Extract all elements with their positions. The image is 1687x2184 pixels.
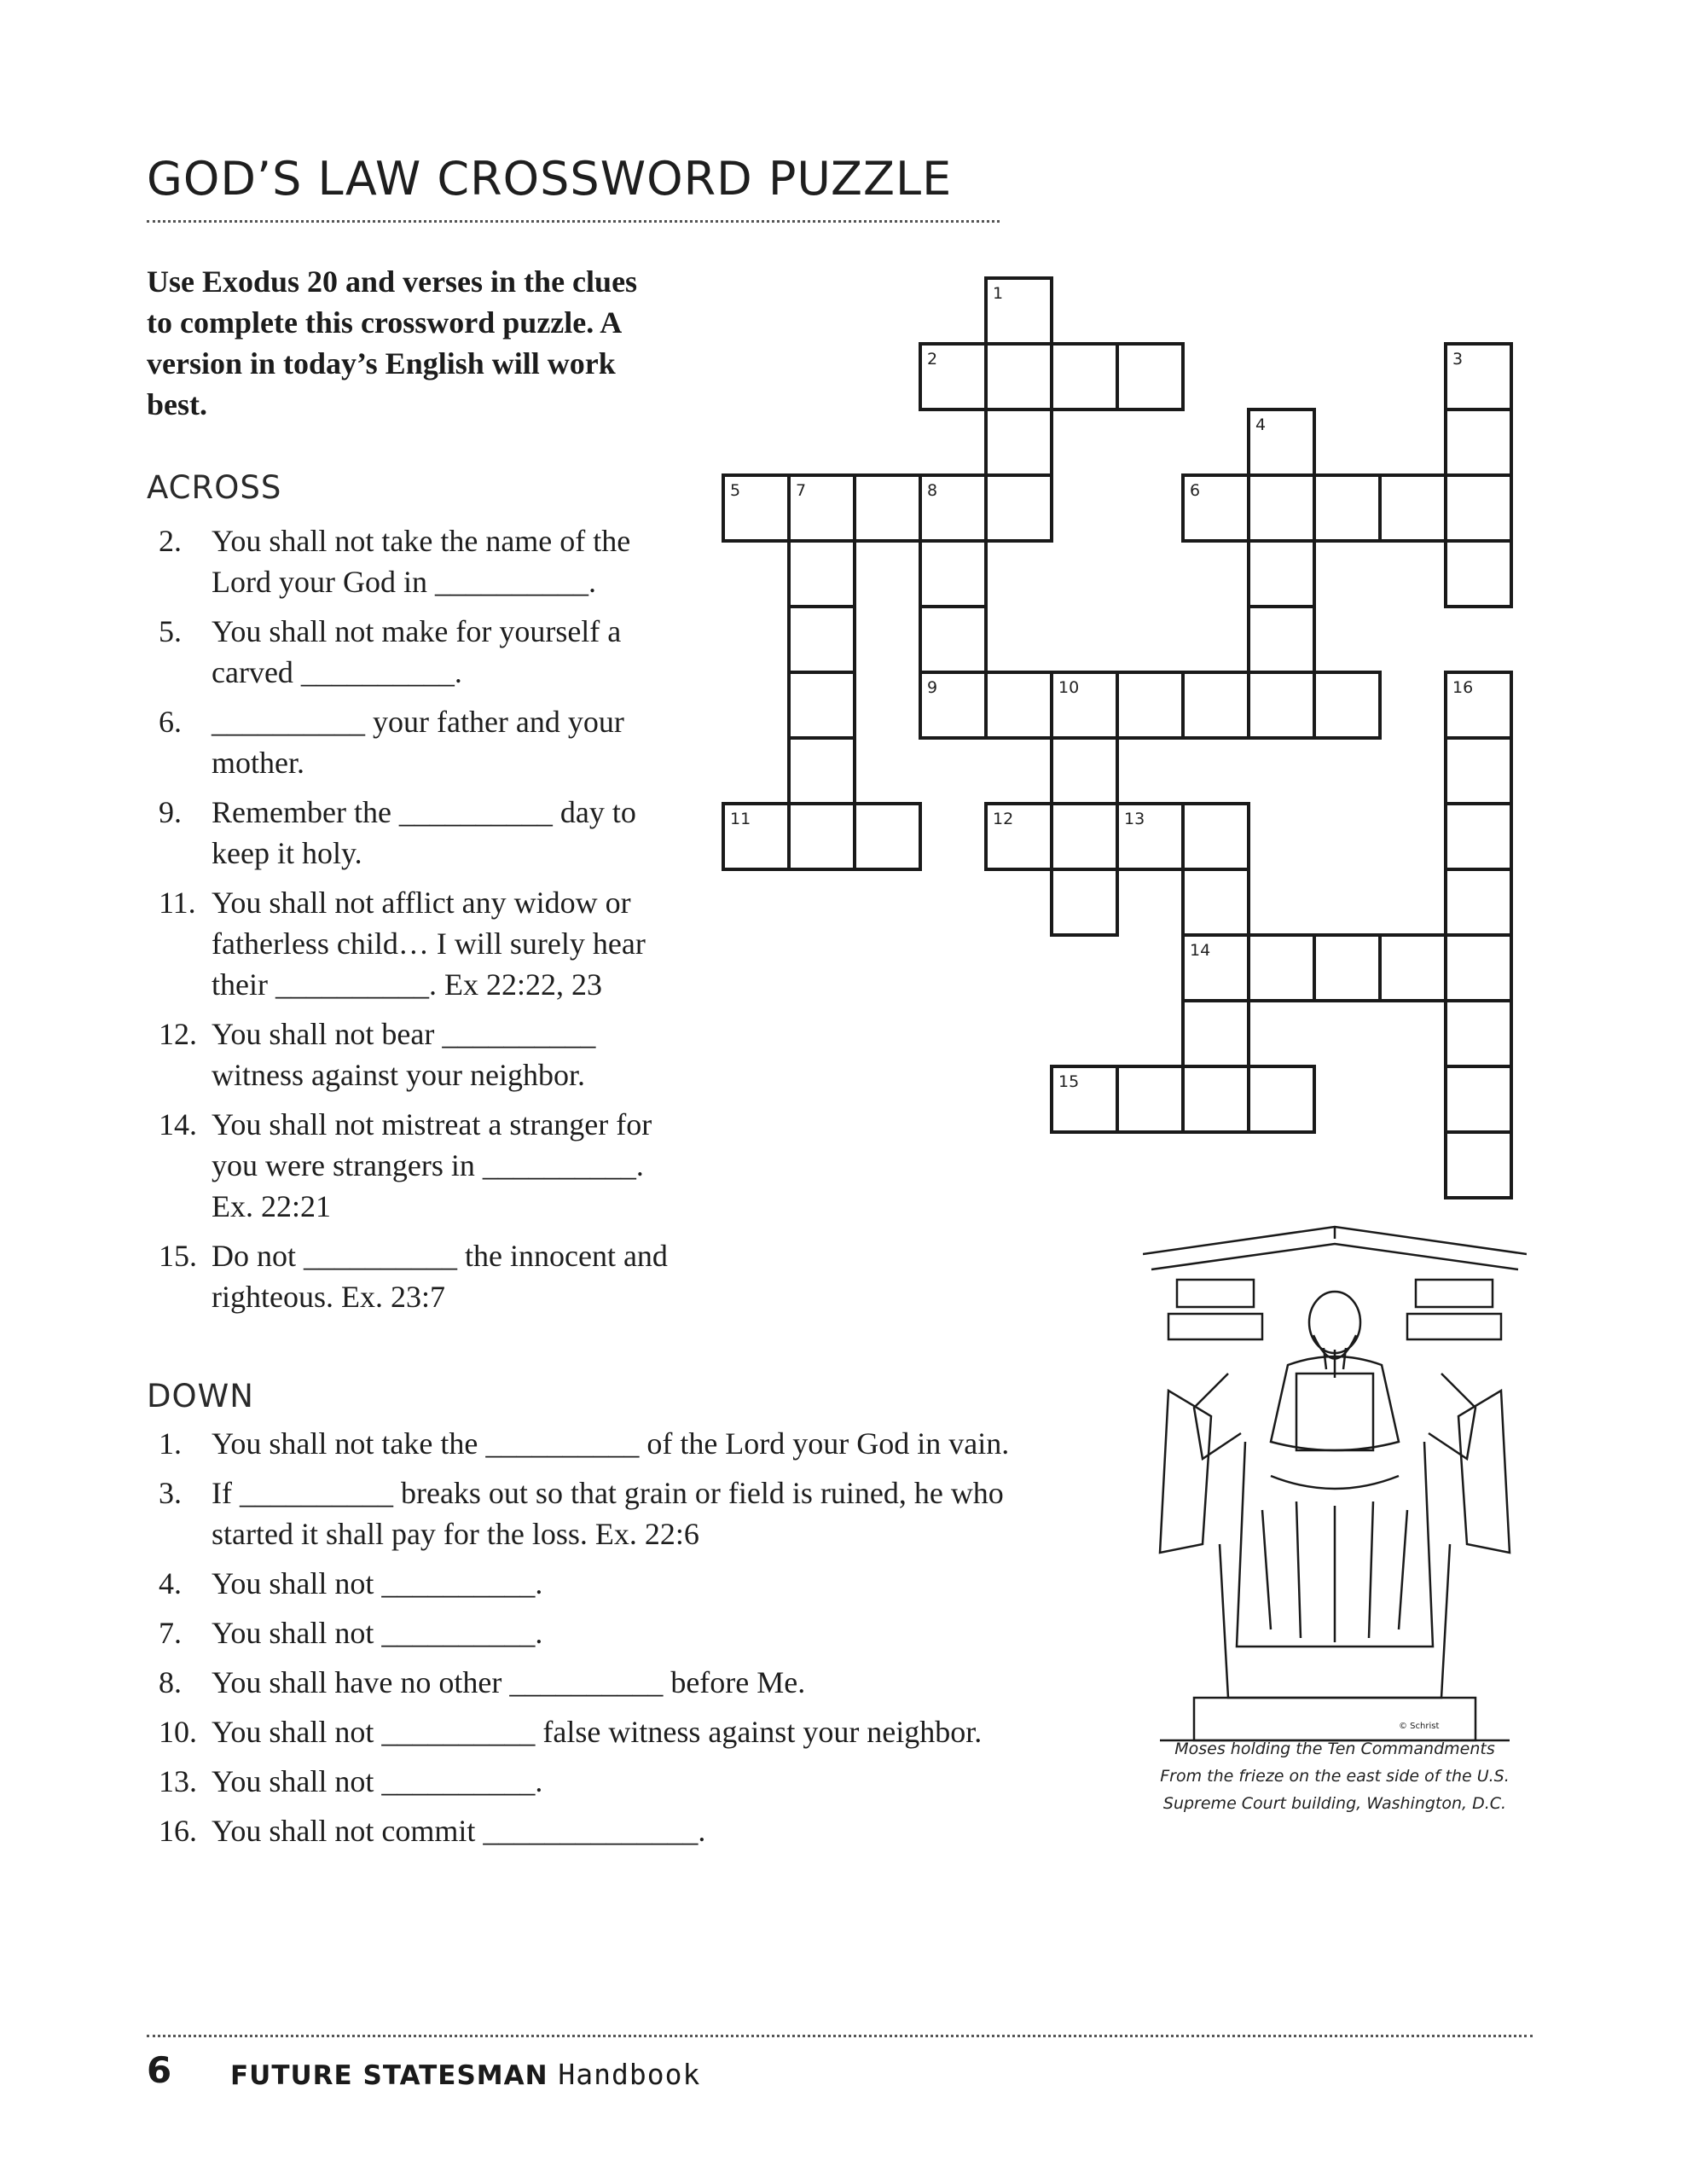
grid-cell-r10-c9[interactable] <box>1314 935 1380 1001</box>
grid-cell-r11-c7[interactable] <box>1183 1001 1249 1066</box>
grid-cell-r12-c6[interactable] <box>1117 1066 1183 1132</box>
grid-cell-r12-c11[interactable] <box>1446 1066 1511 1132</box>
grid-number-16: 16 <box>1452 678 1474 697</box>
title-divider <box>147 220 1000 223</box>
across-heading: ACROSS <box>147 469 282 506</box>
grid-cell-r3-c1[interactable] <box>789 475 855 541</box>
grid-cell-r7-c5[interactable] <box>1052 738 1117 804</box>
grid-number-5: 5 <box>730 481 741 500</box>
grid-cell-r6-c4[interactable] <box>986 672 1052 738</box>
grid-number-2: 2 <box>927 350 938 369</box>
clue-across-11: 11. You shall not afflict any widow or fatherless child… I will surely hear their __________. Ex 22:22, 23 <box>159 886 653 1002</box>
grid-cell-r1-c11[interactable] <box>1446 344 1511 410</box>
grid-cell-r9-c5[interactable] <box>1052 869 1117 935</box>
grid-cell-r13-c11[interactable] <box>1446 1132 1511 1198</box>
grid-cell-r6-c3[interactable] <box>920 672 986 738</box>
grid-number-9: 9 <box>927 678 938 697</box>
grid-cell-r3-c8[interactable] <box>1249 475 1314 541</box>
grid-cell-r5-c8[interactable] <box>1249 607 1314 672</box>
grid-cell-r8-c0[interactable] <box>723 804 789 869</box>
clue-across-12: 12. You shall not bear __________ witness against your neighbor. <box>159 1017 604 1092</box>
caption-line-2: From the frieze on the east side of the U.S. <box>1160 1767 1510 1786</box>
down-heading: DOWN <box>147 1378 254 1414</box>
svg-text:© Schrist: © Schrist <box>1399 1722 1440 1731</box>
grid-cell-r3-c7[interactable] <box>1183 475 1249 541</box>
moses-illustration <box>1143 1220 1527 1749</box>
grid-cell-r12-c5[interactable] <box>1052 1066 1117 1132</box>
grid-number-8: 8 <box>927 481 938 500</box>
grid-cell-r8-c5[interactable] <box>1052 804 1117 869</box>
grid-cell-r7-c11[interactable] <box>1446 738 1511 804</box>
grid-cell-r8-c1[interactable] <box>789 804 855 869</box>
instructions: Use Exodus 20 and verses in the clues to complete this crossword puzzle. A version in today’s English will work best. <box>147 264 638 421</box>
grid-number-12: 12 <box>993 810 1014 828</box>
down-clues <box>147 1423 1085 1860</box>
grid-cell-r3-c3[interactable] <box>920 475 986 541</box>
grid-cell-r12-c7[interactable] <box>1183 1066 1249 1132</box>
grid-cell-r5-c3[interactable] <box>920 607 986 672</box>
grid-cell-r3-c11[interactable] <box>1446 475 1511 541</box>
footer-brand <box>230 2058 700 2091</box>
grid-cell-r6-c6[interactable] <box>1117 672 1183 738</box>
clue-down-8: 8. You shall have no other __________ before Me. <box>159 1665 806 1699</box>
grid-cell-r10-c8[interactable] <box>1249 935 1314 1001</box>
grid-cell-r4-c11[interactable] <box>1446 541 1511 607</box>
clue-down-3: 3. If __________ breaks out so that grain or field is ruined, he who started it shall pay for the loss. Ex. 22:6 <box>159 1476 1004 1551</box>
grid-number-14: 14 <box>1190 941 1211 960</box>
grid-cell-r8-c2[interactable] <box>855 804 920 869</box>
grid-cell-r7-c1[interactable] <box>789 738 855 804</box>
illustration-caption <box>1126 1735 1544 1817</box>
grid-cell-r1-c6[interactable] <box>1117 344 1183 410</box>
grid-cell-r2-c8[interactable] <box>1249 410 1314 475</box>
grid-cell-r3-c2[interactable] <box>855 475 920 541</box>
caption-line-1: Moses holding the Ten Commandments <box>1174 1740 1495 1758</box>
grid-cell-r5-c1[interactable] <box>789 607 855 672</box>
grid-cell-r10-c10[interactable] <box>1380 935 1446 1001</box>
grid-cell-r4-c8[interactable] <box>1249 541 1314 607</box>
grid-cell-r10-c7[interactable] <box>1183 935 1249 1001</box>
clue-down-10: 10. You shall not __________ false witness against your neighbor. <box>159 1715 983 1749</box>
grid-cell-r4-c1[interactable] <box>789 541 855 607</box>
grid-cell-r1-c3[interactable] <box>920 344 986 410</box>
grid-cell-r8-c11[interactable] <box>1446 804 1511 869</box>
grid-number-11: 11 <box>730 810 751 828</box>
clue-down-1: 1. You shall not take the __________ of the Lord your God in vain. <box>159 1426 1010 1461</box>
grid-number-3: 3 <box>1452 350 1464 369</box>
grid-cell-r8-c7[interactable] <box>1183 804 1249 869</box>
grid-cell-r11-c11[interactable] <box>1446 1001 1511 1066</box>
grid-cell-r2-c11[interactable] <box>1446 410 1511 475</box>
clue-across-6: 6. __________ your father and your mother. <box>159 705 632 780</box>
grid-number-7: 7 <box>796 481 807 500</box>
clue-across-15: 15. Do not __________ the innocent and righteous. Ex. 23:7 <box>159 1239 675 1314</box>
grid-number-1: 1 <box>993 284 1004 303</box>
grid-cell-r8-c6[interactable] <box>1117 804 1183 869</box>
grid-cell-r6-c7[interactable] <box>1183 672 1249 738</box>
grid-cell-r9-c7[interactable] <box>1183 869 1249 935</box>
clue-down-13: 13. You shall not __________. <box>159 1764 543 1798</box>
grid-number-15: 15 <box>1058 1072 1080 1091</box>
brand-script: Handbook <box>558 2058 701 2091</box>
clue-down-16: 16. You shall not commit ______________. <box>159 1814 706 1848</box>
grid-cell-r1-c4[interactable] <box>986 344 1052 410</box>
clue-down-7: 7. You shall not __________. <box>159 1616 543 1650</box>
grid-cell-r0-c4[interactable] <box>986 278 1052 344</box>
page-title: GOD’S LAW CROSSWORD PUZZLE <box>147 152 953 206</box>
grid-cell-r2-c4[interactable] <box>986 410 1052 475</box>
clue-across-9: 9. Remember the __________ day to keep it holy. <box>159 795 644 870</box>
footer-divider <box>147 2035 1533 2037</box>
grid-cell-r3-c4[interactable] <box>986 475 1052 541</box>
page-number: 6 <box>147 2049 172 2091</box>
grid-cell-r6-c9[interactable] <box>1314 672 1380 738</box>
across-clues <box>147 520 693 1326</box>
clue-across-5: 5. You shall not make for yourself a carved __________. <box>159 614 629 689</box>
grid-cell-r6-c5[interactable] <box>1052 672 1117 738</box>
clue-across-14: 14. You shall not mistreat a stranger for you were strangers in __________. Ex. 22:21 <box>159 1107 660 1223</box>
grid-cell-r3-c0[interactable] <box>723 475 789 541</box>
grid-cell-r6-c11[interactable] <box>1446 672 1511 738</box>
brand-name: FUTURE STATESMAN <box>230 2060 548 2091</box>
grid-cell-r8-c4[interactable] <box>986 804 1052 869</box>
grid-cell-r12-c8[interactable] <box>1249 1066 1314 1132</box>
grid-cell-r3-c9[interactable] <box>1314 475 1380 541</box>
clue-across-2: 2. You shall not take the name of the Lord your God in __________. <box>159 524 639 599</box>
grid-cell-r3-c10[interactable] <box>1380 475 1446 541</box>
caption-line-3: Supreme Court building, Washington, D.C. <box>1162 1794 1507 1813</box>
grid-number-4: 4 <box>1255 415 1267 434</box>
grid-cell-r4-c3[interactable] <box>920 541 986 607</box>
grid-cell-r1-c5[interactable] <box>1052 344 1117 410</box>
grid-cell-r9-c11[interactable] <box>1446 869 1511 935</box>
grid-number-6: 6 <box>1190 481 1201 500</box>
grid-cell-r10-c11[interactable] <box>1446 935 1511 1001</box>
grid-number-10: 10 <box>1058 678 1080 697</box>
grid-cell-r6-c1[interactable] <box>789 672 855 738</box>
clue-down-4: 4. You shall not __________. <box>159 1566 543 1600</box>
grid-number-13: 13 <box>1124 810 1145 828</box>
grid-cell-r6-c8[interactable] <box>1249 672 1314 738</box>
